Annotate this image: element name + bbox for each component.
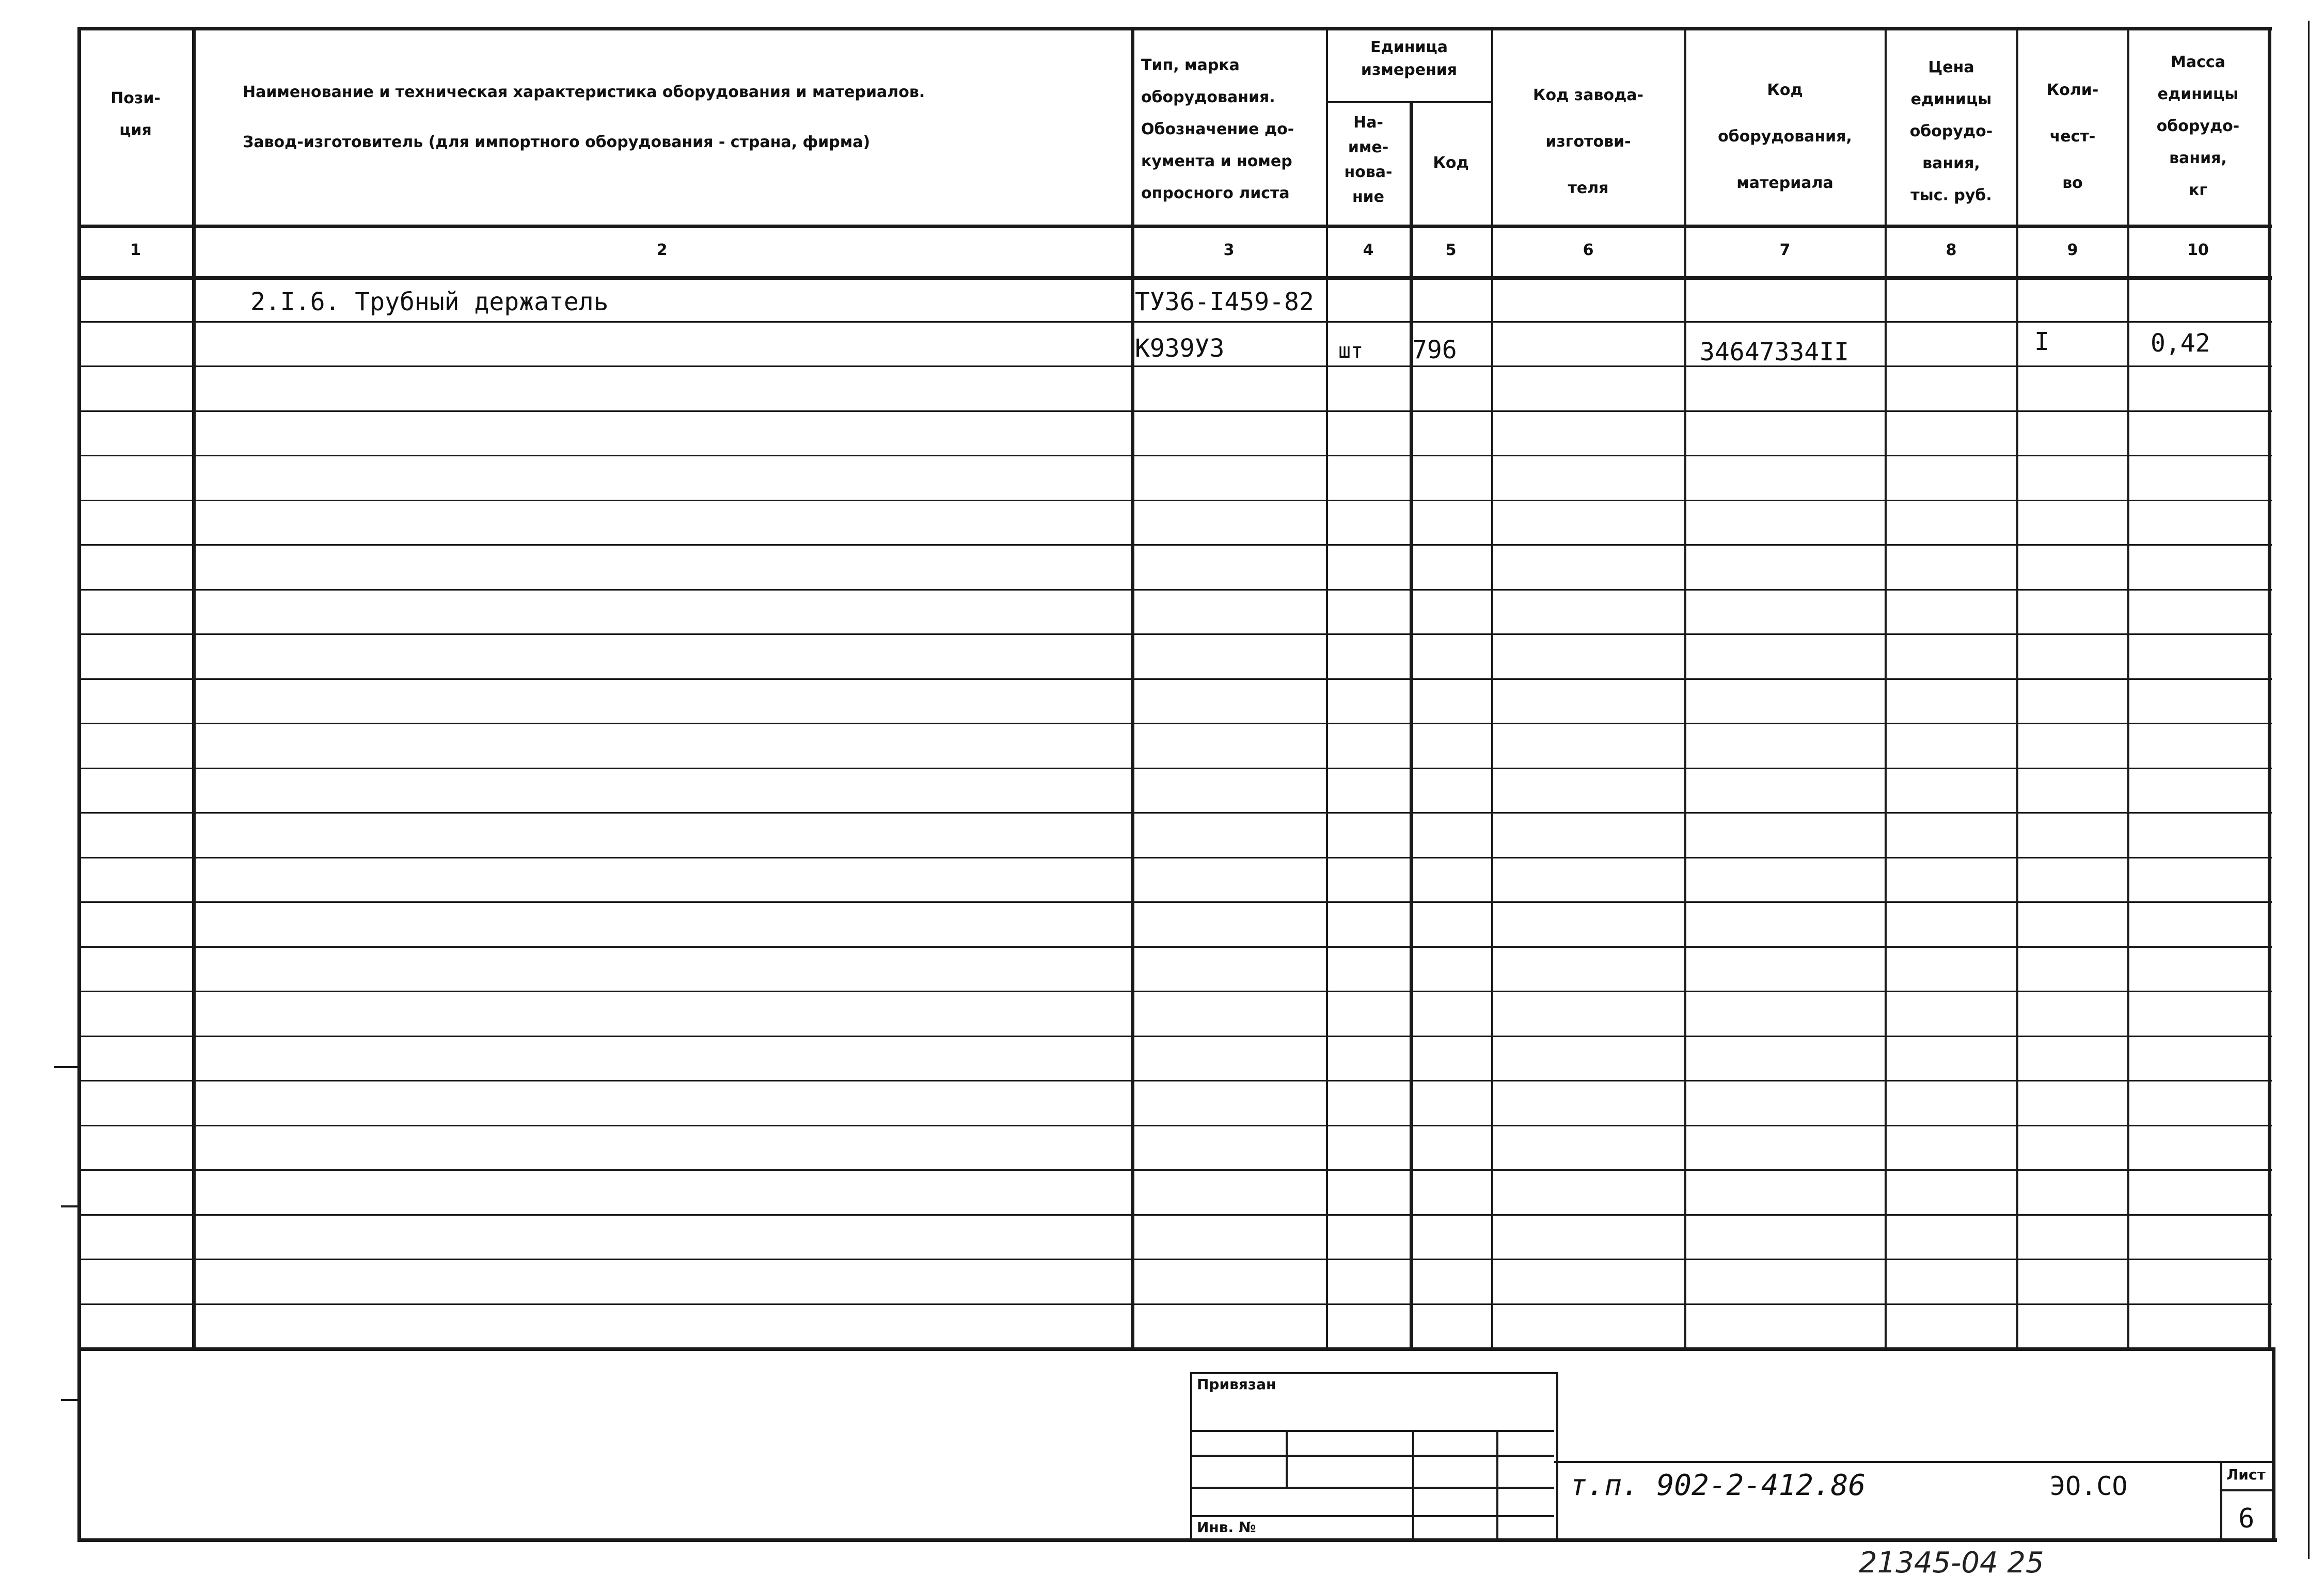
col2-divider	[1131, 27, 1134, 1347]
stamp-row-line-1	[1190, 1430, 1554, 1432]
table-row-line	[77, 768, 2272, 769]
row2-quantity: I	[2034, 327, 2049, 356]
stamp-row-line-3	[1190, 1487, 1554, 1489]
col3-divider	[1326, 27, 1328, 1347]
colnum-bottom-border	[77, 276, 2272, 280]
colnum-9: 9	[2067, 241, 2078, 259]
table-row-line	[77, 991, 2272, 992]
colnum-1: 1	[130, 241, 141, 259]
table-row-line	[77, 678, 2272, 680]
col10-divider	[2268, 27, 2271, 1347]
table-row-line	[77, 901, 2272, 903]
header-mass: Масса единицы оборудо- вания, кг	[2156, 53, 2240, 199]
stamp-row-line-2	[1190, 1455, 1554, 1457]
header-unit-code: Код	[1433, 154, 1469, 172]
col8-divider	[2016, 27, 2018, 1347]
archive-number: 21345-04 25	[1859, 1546, 2044, 1580]
header-quantity: Коли- чест- во	[2046, 81, 2099, 192]
header-unit-group: Единица измерения	[1361, 38, 1458, 79]
title-block-top	[1554, 1461, 2272, 1463]
sheet-label: Лист	[2226, 1466, 2266, 1483]
header-plant-code: Код завода- изготови- теля	[1533, 86, 1643, 197]
header-equipment-code: Код оборудования, материала	[1718, 81, 1852, 192]
table-top-border	[77, 27, 2272, 30]
header-name-line2: Завод-изготовитель (для импортного оборудования - страна, фирма)	[243, 133, 871, 151]
table-row-line	[77, 812, 2272, 814]
table-row-line	[77, 1080, 2272, 1081]
table-row-line	[77, 455, 2272, 456]
header-bottom-border	[77, 225, 2272, 228]
row1-type: ТУ36-I459-82	[1135, 288, 1314, 316]
colnum-2: 2	[656, 241, 668, 259]
row2-unit-code: 796	[1412, 336, 1457, 364]
margin-tick-3	[61, 1399, 77, 1401]
header-position: Пози- ция	[110, 89, 161, 139]
table-row-line	[77, 500, 2272, 501]
colnum-4: 4	[1363, 241, 1374, 259]
sheet-box-divider	[2220, 1489, 2272, 1491]
table-row-line	[77, 1036, 2272, 1037]
colnum-8: 8	[1946, 241, 1957, 259]
frame-bottom-border	[77, 1538, 2277, 1542]
col1-divider	[192, 27, 196, 1347]
colnum-5: 5	[1445, 241, 1457, 259]
table-row-line	[77, 633, 2272, 635]
stamp-row-line-4	[1190, 1515, 1554, 1517]
stamp-col-line-2	[1412, 1430, 1414, 1538]
title-code: ЭО.СО	[2050, 1471, 2128, 1501]
header-type: Тип, марка оборудования. Обозначение до- кумента и номер опросного листа	[1141, 56, 1294, 202]
table-row-line	[77, 723, 2272, 724]
table-row-line	[77, 410, 2272, 412]
row2-mass: 0,42	[2151, 329, 2210, 358]
table-row-line	[77, 321, 2272, 323]
col4-divider	[1410, 101, 1413, 1347]
table-row-line	[77, 544, 2272, 546]
header-price: Цена единицы оборудо- вания, тыс. руб.	[1909, 58, 1993, 204]
table-row-line	[77, 589, 2272, 591]
col9-divider	[2127, 27, 2129, 1347]
colnum-7: 7	[1779, 241, 1791, 259]
sheet-box-left	[2220, 1461, 2222, 1538]
header-name-line1: Наименование и техническая характеристика оборудования и материалов.	[243, 83, 925, 101]
table-row-line	[77, 1125, 2272, 1126]
stamp-col-line-3	[1496, 1430, 1498, 1538]
margin-tick-1	[54, 1066, 77, 1068]
stamp-col-line-1	[1286, 1430, 1288, 1487]
table-row-line	[77, 1259, 2272, 1260]
title-doc-number: т.п. 902-2-412.86	[1570, 1469, 1866, 1502]
colnum-3: 3	[1223, 241, 1235, 259]
stamp-inv-label: Инв. №	[1197, 1519, 1256, 1536]
sheet-number: 6	[2238, 1503, 2255, 1534]
table-row-line	[77, 1169, 2272, 1171]
table-row-line	[77, 857, 2272, 858]
row2-equipment-code: 34647334II	[1700, 338, 1849, 367]
unit-group-divider	[1326, 101, 1491, 103]
table-row-line	[77, 1214, 2272, 1216]
margin-tick-2	[61, 1205, 77, 1207]
col6-divider	[1684, 27, 1686, 1347]
table-bottom-border	[77, 1347, 2272, 1351]
row2-unit: шт	[1338, 339, 1364, 363]
sheet-edge-right	[2308, 21, 2310, 1559]
table-row-line	[77, 946, 2272, 948]
col7-divider	[1885, 27, 1887, 1347]
frame-right-border	[2272, 1347, 2275, 1539]
table-row-line	[77, 365, 2272, 367]
colnum-6: 6	[1583, 241, 1594, 259]
row1-name: 2.I.6. Трубный держатель	[250, 288, 609, 316]
header-unit-name: На- име- нова- ние	[1344, 114, 1393, 206]
table-row-line	[77, 1303, 2272, 1305]
row2-type: К939У3	[1135, 334, 1225, 363]
colnum-10: 10	[2187, 241, 2209, 259]
col5-divider	[1491, 27, 1493, 1347]
stamp-attached-label: Привязан	[1197, 1376, 1276, 1393]
